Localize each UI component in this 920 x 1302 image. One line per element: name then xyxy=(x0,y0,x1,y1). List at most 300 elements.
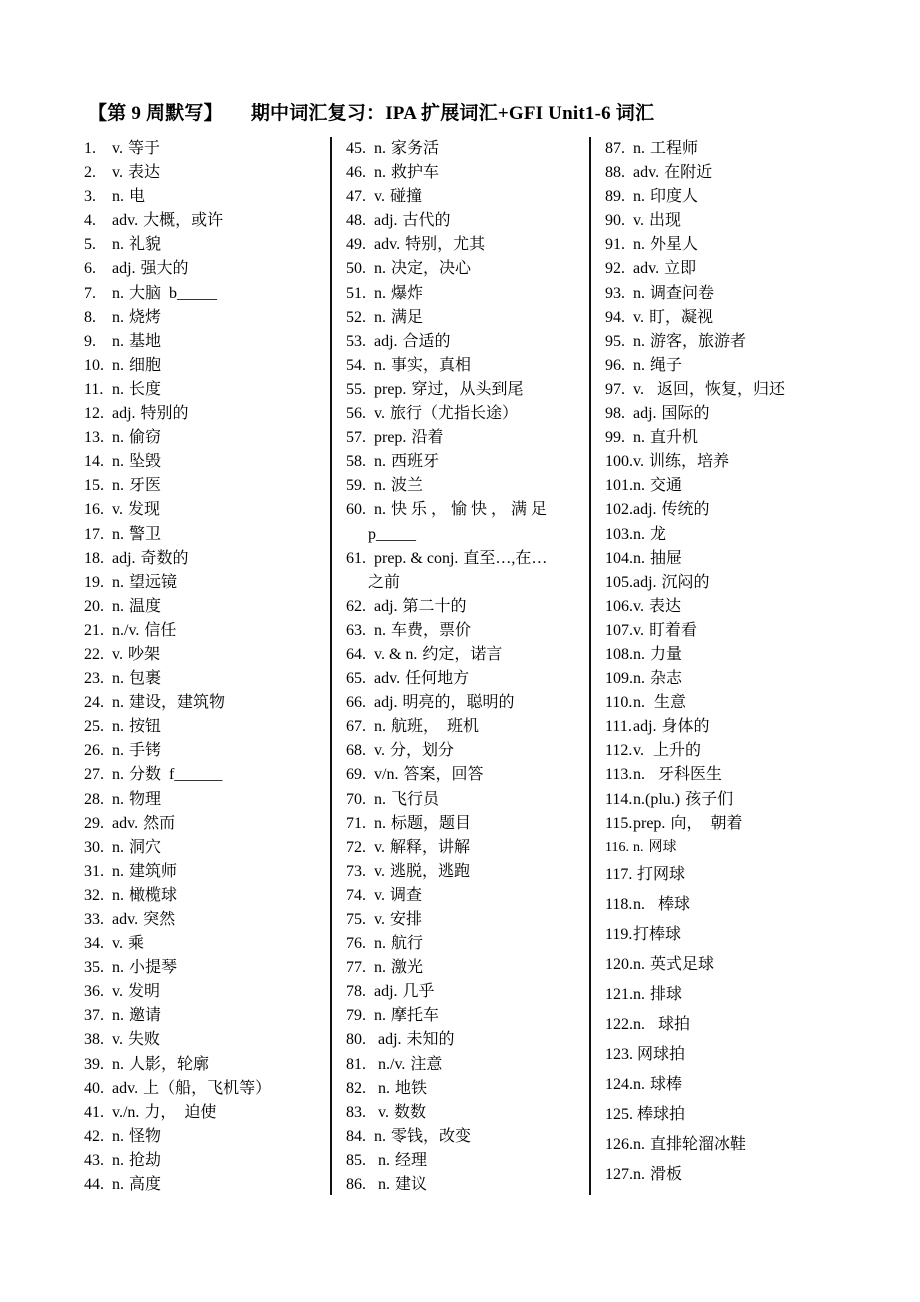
entry-number: 30. xyxy=(84,838,104,856)
vocab-entry xyxy=(84,1028,328,1052)
vocab-entry xyxy=(346,956,586,980)
meaning-text: 特别的 xyxy=(140,405,189,423)
entry-number: 8. xyxy=(84,308,96,326)
part-of-speech: n. xyxy=(112,429,124,447)
vocab-entry xyxy=(346,137,586,161)
part-of-speech: n. xyxy=(374,356,386,374)
vocab-entry xyxy=(346,788,586,812)
part-of-speech: n. xyxy=(112,356,124,374)
part-of-speech: prep. xyxy=(633,814,666,832)
vocab-entry xyxy=(84,667,328,691)
vocab-entry xyxy=(605,547,845,571)
title-prefix: 【第 9 周默写】 xyxy=(88,103,223,124)
meaning-text: 训练，培养 xyxy=(648,453,729,471)
vocab-entry xyxy=(346,619,586,643)
part-of-speech: n. xyxy=(374,453,386,471)
vocab-entry xyxy=(346,378,586,402)
entry-number: 29. xyxy=(84,814,104,832)
meaning-text: 零钱，改变 xyxy=(391,1127,472,1145)
meaning-text: 第二十的 xyxy=(402,597,467,615)
entry-number: 124. xyxy=(605,1075,633,1093)
part-of-speech: adv. xyxy=(112,814,139,832)
meaning-text: 温度 xyxy=(129,597,162,615)
vocab-entry xyxy=(84,1053,328,1077)
vocab-entry xyxy=(605,137,845,161)
entry-number: 101. xyxy=(605,477,633,495)
meaning-text: 球拍 xyxy=(650,1015,691,1033)
entry-number: 54. xyxy=(346,356,366,374)
meaning-text: 救护车 xyxy=(391,164,440,182)
entry-number: 69. xyxy=(346,766,366,784)
entry-number: 2. xyxy=(84,164,96,182)
meaning-text: 返回，恢复，归还 xyxy=(648,380,785,398)
meaning-text: 英式足球 xyxy=(650,955,715,973)
entry-number: 7. xyxy=(84,284,96,302)
entry-number: 98. xyxy=(605,405,625,423)
vocab-entry xyxy=(84,980,328,1004)
entry-number: 13. xyxy=(84,429,104,447)
vocab-entry xyxy=(84,932,328,956)
part-of-speech: n. xyxy=(374,1007,386,1025)
meaning-text: 沿着 xyxy=(411,429,444,447)
part-of-speech: n. xyxy=(374,814,386,832)
meaning-text: 手铐 xyxy=(129,742,162,760)
meaning-text: 棒球 xyxy=(650,895,691,913)
entry-number: 74. xyxy=(346,886,366,904)
vocab-entry xyxy=(605,354,845,378)
part-of-speech: n. xyxy=(633,670,645,688)
vocab-entry xyxy=(84,523,328,547)
meaning-text: 决定，决心 xyxy=(391,260,472,278)
meaning-text: 信任 xyxy=(144,621,177,639)
meaning-text: 家务活 xyxy=(391,140,440,157)
vocab-entry xyxy=(84,812,328,836)
meaning-text: 任何地方 xyxy=(405,670,470,688)
vocab-entry xyxy=(605,1040,845,1070)
part-of-speech: adj. xyxy=(633,501,657,519)
entry-number: 105. xyxy=(605,573,633,591)
vocab-entry xyxy=(346,426,586,450)
vocab-entry xyxy=(346,330,586,354)
vocab-entry xyxy=(346,836,586,860)
entry-number: 34. xyxy=(84,935,104,953)
meaning-text: 航班， 班机 xyxy=(391,718,480,736)
entry-number: 19. xyxy=(84,573,104,591)
column-divider xyxy=(330,137,332,1195)
part-of-speech: n. xyxy=(112,838,124,856)
entry-number: 107. xyxy=(605,621,633,639)
meaning-text: 约定，诺言 xyxy=(422,645,503,663)
meaning-text: 沉闷的 xyxy=(661,573,710,591)
vocab-entry xyxy=(346,450,586,474)
entry-number: 45. xyxy=(346,140,366,157)
meaning-text: 奇数的 xyxy=(140,549,189,567)
part-of-speech: n. xyxy=(112,380,124,398)
entry-number: 83. xyxy=(346,1103,366,1121)
entry-number: 17. xyxy=(84,525,104,543)
part-of-speech: n. xyxy=(112,886,124,904)
vocabulary-column-2 xyxy=(346,137,586,1197)
vocab-entry xyxy=(605,920,845,950)
vocab-entry xyxy=(346,739,586,763)
vocab-entry xyxy=(84,306,328,330)
vocab-entry xyxy=(84,1077,328,1101)
vocab-entry xyxy=(346,257,586,281)
vocab-entry xyxy=(605,595,845,619)
part-of-speech: v. xyxy=(633,453,644,471)
part-of-speech: n. xyxy=(112,284,124,302)
vocab-entry xyxy=(346,547,586,595)
part-of-speech: v./n. xyxy=(112,1103,140,1121)
vocab-entry xyxy=(346,884,586,908)
vocab-entry xyxy=(605,1130,845,1160)
meaning-text: 飞行员 xyxy=(391,790,440,808)
meaning-text: 激光 xyxy=(391,959,424,977)
part-of-speech: adv. xyxy=(374,236,401,254)
entry-number: 88. xyxy=(605,164,625,182)
entry-number: 49. xyxy=(346,236,366,254)
entry-number: 71. xyxy=(346,814,366,832)
part-of-speech: n. xyxy=(374,260,386,278)
part-of-speech: adj. xyxy=(374,1031,402,1049)
meaning-text: 坠毁 xyxy=(129,453,162,471)
meaning-text: 建筑师 xyxy=(129,862,178,880)
entry-number: 117. xyxy=(605,865,633,883)
entry-number: 73. xyxy=(346,862,366,880)
meaning-text: 孩子们 xyxy=(685,790,734,808)
entry-number: 41. xyxy=(84,1103,104,1121)
vocab-entry xyxy=(605,1100,845,1130)
part-of-speech: n. xyxy=(374,1176,390,1194)
vocab-entry xyxy=(605,257,845,281)
meaning-text: 国际的 xyxy=(661,405,710,423)
part-of-speech: v. xyxy=(374,1103,389,1121)
part-of-speech: v/n. xyxy=(374,766,399,784)
meaning-text: 球棒 xyxy=(650,1075,683,1093)
meaning-text: 印度人 xyxy=(650,188,699,206)
part-of-speech: adj. xyxy=(633,573,657,591)
part-of-speech: v. & n. xyxy=(374,645,418,663)
meaning-text: 分，划分 xyxy=(389,742,454,760)
vocab-entry xyxy=(346,908,586,932)
part-of-speech: adj. xyxy=(374,332,398,350)
vocab-entry xyxy=(605,619,845,643)
vocab-entry xyxy=(605,860,845,890)
entry-number: 55. xyxy=(346,380,366,398)
meaning-text: 包裹 xyxy=(129,670,162,688)
vocab-entry xyxy=(346,498,586,546)
meaning-text: 直排轮溜冰鞋 xyxy=(650,1135,747,1153)
vocab-entry xyxy=(84,185,328,209)
part-of-speech: v. xyxy=(374,405,385,423)
entry-number: 92. xyxy=(605,260,625,278)
meaning-text: 按钮 xyxy=(129,718,162,736)
part-of-speech: n. xyxy=(112,597,124,615)
meaning-text: 车费，票价 xyxy=(391,621,472,639)
meaning-text: 上（船，飞机等） xyxy=(143,1079,272,1097)
meaning-text: 物理 xyxy=(129,790,162,808)
part-of-speech: n. xyxy=(633,1165,645,1183)
meaning-text: 外星人 xyxy=(650,236,699,254)
entry-number: 21. xyxy=(84,621,104,639)
entry-number: 100. xyxy=(605,453,633,471)
meaning-text: 明亮的，聪明的 xyxy=(402,694,515,712)
part-of-speech: n. xyxy=(374,935,386,953)
entry-number: 22. xyxy=(84,645,104,663)
entry-number: 110. xyxy=(605,694,633,712)
part-of-speech: v. xyxy=(374,188,385,206)
entry-number: 33. xyxy=(84,911,104,928)
meaning-text: 排球 xyxy=(650,985,683,1003)
part-of-speech: n. xyxy=(112,1055,124,1073)
entry-number: 4. xyxy=(84,212,96,230)
part-of-speech: n. xyxy=(112,1176,124,1194)
meaning-text: 失败 xyxy=(127,1031,160,1049)
vocab-entry xyxy=(84,161,328,185)
meaning-text: 大脑 b_____ xyxy=(129,284,218,302)
meaning-text: 小提琴 xyxy=(129,959,178,977)
meaning-text: 长度 xyxy=(129,380,162,398)
entry-number: 12. xyxy=(84,405,104,423)
meaning-text: 网球拍 xyxy=(633,1045,686,1063)
part-of-speech: adv. xyxy=(633,164,660,182)
meaning-text: 力， 迫使 xyxy=(144,1103,217,1121)
meaning-text: 分数 f______ xyxy=(129,766,223,784)
entry-number: 44. xyxy=(84,1176,104,1194)
meaning-text: 调查问卷 xyxy=(650,284,715,302)
entry-number: 48. xyxy=(346,212,366,230)
vocab-entry xyxy=(84,571,328,595)
part-of-speech: n. xyxy=(112,862,124,880)
vocab-entry xyxy=(84,836,328,860)
vocab-entry xyxy=(605,185,845,209)
entry-number: 57. xyxy=(346,429,366,447)
vocab-entry xyxy=(605,378,845,402)
part-of-speech: n. xyxy=(633,188,645,206)
meaning-text: 答案，回答 xyxy=(403,766,484,784)
vocab-entry xyxy=(605,306,845,330)
entry-number: 108. xyxy=(605,645,633,663)
entry-number: 106. xyxy=(605,597,633,615)
vocab-entry xyxy=(605,426,845,450)
vocab-entry xyxy=(346,474,586,498)
vocab-entry xyxy=(605,402,845,426)
entry-number: 104. xyxy=(605,549,633,567)
entry-number: 75. xyxy=(346,911,366,928)
part-of-speech: prep. xyxy=(374,429,407,447)
part-of-speech: v. xyxy=(112,140,123,157)
entry-number: 11. xyxy=(84,380,104,398)
entry-number: 32. xyxy=(84,886,104,904)
part-of-speech: n. xyxy=(112,766,124,784)
vocab-entry xyxy=(346,1004,586,1028)
vocab-entry xyxy=(605,523,845,547)
part-of-speech: n. xyxy=(112,573,124,591)
vocab-entry xyxy=(84,691,328,715)
vocab-entry xyxy=(605,282,845,306)
meaning-text: 地铁 xyxy=(395,1079,428,1097)
meaning-text: 在附近 xyxy=(664,164,713,182)
part-of-speech: v. xyxy=(112,164,123,182)
meaning-text: 向， 朝着 xyxy=(670,814,743,832)
part-of-speech: n. xyxy=(633,140,645,157)
entry-number: 61. xyxy=(346,549,366,567)
meaning-text: 大概，或许 xyxy=(143,212,224,230)
meaning-text: 穿过，从头到尾 xyxy=(411,380,524,398)
vocab-entry xyxy=(346,1053,586,1077)
part-of-speech: n. xyxy=(112,1151,124,1169)
entry-number: 35. xyxy=(84,959,104,977)
part-of-speech: adj. xyxy=(112,405,136,423)
part-of-speech: n. xyxy=(112,1007,124,1025)
entry-number: 84. xyxy=(346,1127,366,1145)
entry-number: 31. xyxy=(84,862,104,880)
entry-number: 1. xyxy=(84,140,96,157)
meaning-text: 标题，题目 xyxy=(391,814,472,832)
part-of-speech: n. xyxy=(112,453,124,471)
part-of-speech: n. xyxy=(633,477,645,495)
entry-number: 39. xyxy=(84,1055,104,1073)
part-of-speech: n. xyxy=(112,718,124,736)
part-of-speech: n. xyxy=(633,895,645,913)
part-of-speech: adj. xyxy=(633,405,657,423)
part-of-speech: n.(plu.) xyxy=(633,790,681,808)
meaning-text: 事实，真相 xyxy=(391,356,472,374)
meaning-text: 几乎 xyxy=(402,983,435,1001)
part-of-speech: n. xyxy=(633,236,645,254)
part-of-speech: n. xyxy=(633,694,645,712)
vocab-entry xyxy=(84,739,328,763)
entry-number: 126. xyxy=(605,1135,633,1153)
part-of-speech: n. xyxy=(374,284,386,302)
vocab-entry xyxy=(605,763,845,787)
part-of-speech: n. xyxy=(112,332,124,350)
part-of-speech: v. xyxy=(112,983,123,1001)
vocab-entry xyxy=(84,498,328,522)
part-of-speech: n. xyxy=(112,236,124,254)
meaning-text: 上升的 xyxy=(648,742,701,760)
entry-number: 79. xyxy=(346,1007,366,1025)
meaning-text: 游客，旅游者 xyxy=(650,332,747,350)
vocabulary-column-1 xyxy=(84,137,328,1197)
entry-number: 59. xyxy=(346,477,366,495)
meaning-text: 突然 xyxy=(143,911,176,928)
vocab-entry xyxy=(84,1173,328,1197)
meaning-text: 盯着看 xyxy=(648,621,697,639)
entry-number: 26. xyxy=(84,742,104,760)
entry-number: 56. xyxy=(346,405,366,423)
entry-number: 53. xyxy=(346,332,366,350)
part-of-speech: adj. xyxy=(374,694,398,712)
meaning-text: 建设，建筑物 xyxy=(129,694,226,712)
meaning-text: 传统的 xyxy=(661,501,710,519)
meaning-text: 牙医 xyxy=(129,477,162,495)
vocab-entry xyxy=(84,643,328,667)
meaning-text: 洞穴 xyxy=(129,838,162,856)
entry-number: 5. xyxy=(84,236,96,254)
part-of-speech: v. xyxy=(374,862,385,880)
entry-number: 97. xyxy=(605,380,625,398)
meaning-text: 等于 xyxy=(127,140,160,157)
part-of-speech: adv. xyxy=(374,670,401,688)
entry-number: 111. xyxy=(605,718,632,736)
vocab-entry xyxy=(346,209,586,233)
meaning-text: 波兰 xyxy=(391,477,424,495)
entry-number: 122. xyxy=(605,1015,633,1033)
part-of-speech: n. xyxy=(633,1075,645,1093)
entry-number: 52. xyxy=(346,308,366,326)
part-of-speech: n. xyxy=(374,140,386,157)
entry-number: 25. xyxy=(84,718,104,736)
entry-number: 16. xyxy=(84,501,104,519)
entry-number: 6. xyxy=(84,260,96,278)
entry-number: 65. xyxy=(346,670,366,688)
entry-number: 9. xyxy=(84,332,96,350)
entry-number: 63. xyxy=(346,621,366,639)
entry-number: 10. xyxy=(84,356,104,374)
part-of-speech: adj. xyxy=(633,718,657,736)
vocab-entry xyxy=(346,402,586,426)
entry-number: 64. xyxy=(346,645,366,663)
vocab-entry xyxy=(605,890,845,920)
vocab-entry xyxy=(346,763,586,787)
entry-number: 38. xyxy=(84,1031,104,1049)
meaning-text: 旅行（尤指长途） xyxy=(389,405,518,423)
entry-number: 46. xyxy=(346,164,366,182)
part-of-speech: n. xyxy=(374,1079,390,1097)
part-of-speech: n. xyxy=(633,1135,645,1153)
vocab-entry xyxy=(84,715,328,739)
entry-number: 87. xyxy=(605,140,625,157)
entry-number: 86. xyxy=(346,1176,366,1194)
part-of-speech: v. xyxy=(112,1031,123,1049)
vocab-entry xyxy=(346,1077,586,1101)
part-of-speech: v. xyxy=(374,838,385,856)
vocab-entry xyxy=(605,498,845,522)
vocab-entry xyxy=(346,306,586,330)
part-of-speech: n. xyxy=(112,188,124,206)
part-of-speech: v. xyxy=(374,886,385,904)
part-of-speech: adj. xyxy=(374,212,398,230)
vocab-entry xyxy=(605,812,845,836)
vocab-entry xyxy=(605,1160,845,1190)
entry-number: 76. xyxy=(346,935,366,953)
part-of-speech: n. xyxy=(374,308,386,326)
vocab-entry xyxy=(605,1070,845,1100)
vocab-entry xyxy=(84,860,328,884)
entry-number: 28. xyxy=(84,790,104,808)
entry-number: 95. xyxy=(605,332,625,350)
part-of-speech: v. xyxy=(112,645,123,663)
meaning-text: 打网球 xyxy=(633,865,686,883)
meaning-text: 航行 xyxy=(391,935,424,953)
entry-number: 80. xyxy=(346,1031,366,1049)
entry-number: 51. xyxy=(346,284,366,302)
vocab-entry xyxy=(605,691,845,715)
part-of-speech: prep. & conj. xyxy=(374,549,459,567)
vocab-entry xyxy=(346,1125,586,1149)
entry-number: 18. xyxy=(84,549,104,567)
part-of-speech: v. xyxy=(112,935,123,953)
entry-number: 24. xyxy=(84,694,104,712)
vocab-entry xyxy=(84,547,328,571)
entry-number: 47. xyxy=(346,188,366,206)
entry-number: 119. xyxy=(605,925,633,943)
entry-number: 27. xyxy=(84,766,104,784)
part-of-speech: n. xyxy=(633,766,645,784)
meaning-text: 橄榄球 xyxy=(129,886,178,904)
vocab-entry xyxy=(605,950,845,980)
